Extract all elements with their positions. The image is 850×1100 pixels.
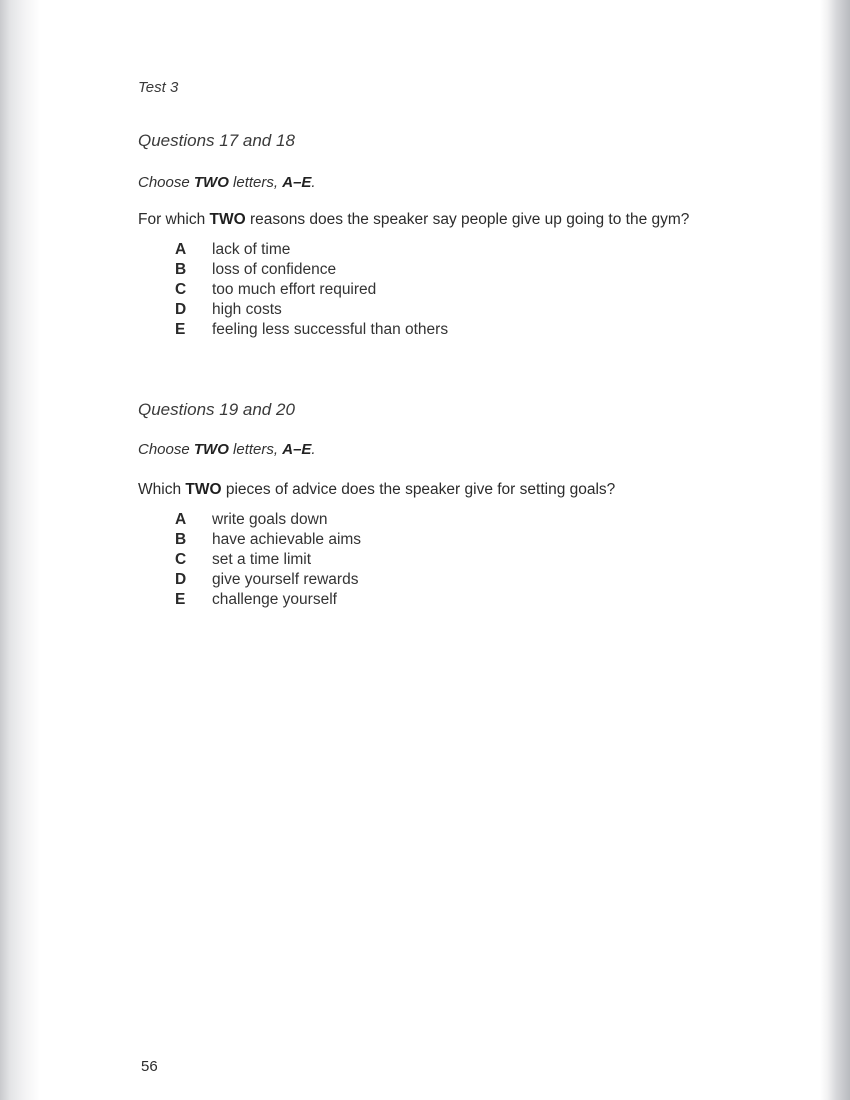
options-list-17-18: [175, 240, 448, 340]
running-header: Test 3: [138, 79, 179, 96]
option-text: lack of time: [212, 241, 291, 258]
option-text: feeling less successful than others: [212, 321, 449, 338]
option-letter: A: [175, 241, 187, 258]
option-text: give yourself rewards: [212, 571, 359, 588]
options-list-19-20: [175, 510, 361, 610]
option-letter: C: [175, 551, 187, 568]
option-text: write goals down: [212, 511, 328, 528]
option-letter: C: [175, 281, 187, 298]
section-instruction-19-20: Choose TWO letters, A–E.: [138, 441, 316, 458]
option-letter: B: [175, 531, 187, 548]
option-item: [175, 260, 448, 280]
question-stem-19-20: Which TWO pieces of advice does the speaker give for setting goals?: [138, 481, 616, 498]
option-text: too much effort required: [212, 281, 377, 298]
section-instruction-17-18: Choose TWO letters, A–E.: [138, 174, 316, 191]
option-letter: B: [175, 261, 187, 278]
option-item: [175, 240, 448, 260]
option-item: [175, 510, 361, 530]
option-item: [175, 320, 448, 340]
option-letter: E: [175, 591, 186, 608]
option-text: set a time limit: [212, 551, 312, 568]
option-text: high costs: [212, 301, 282, 318]
page-top-edge: [0, 0, 850, 36]
option-letter: A: [175, 511, 187, 528]
option-letter: D: [175, 571, 187, 588]
option-text: loss of confidence: [212, 261, 337, 278]
option-item: [175, 590, 361, 610]
question-stem-17-18: For which TWO reasons does the speaker say people give up going to the gym?: [138, 211, 690, 228]
option-item: [175, 550, 361, 570]
option-item: [175, 530, 361, 550]
option-letter: D: [175, 301, 187, 318]
option-item: [175, 570, 361, 590]
option-text: have achievable aims: [212, 531, 362, 548]
page-right-edge-shadow: [820, 0, 850, 1100]
option-text: challenge yourself: [212, 591, 337, 608]
page-number: 56: [141, 1058, 158, 1075]
section-title-19-20: Questions 19 and 20: [138, 400, 295, 419]
option-letter: E: [175, 321, 186, 338]
option-item: [175, 300, 448, 320]
option-item: [175, 280, 448, 300]
page-left-edge-shadow: [0, 0, 40, 1100]
section-title-17-18: Questions 17 and 18: [138, 131, 295, 150]
